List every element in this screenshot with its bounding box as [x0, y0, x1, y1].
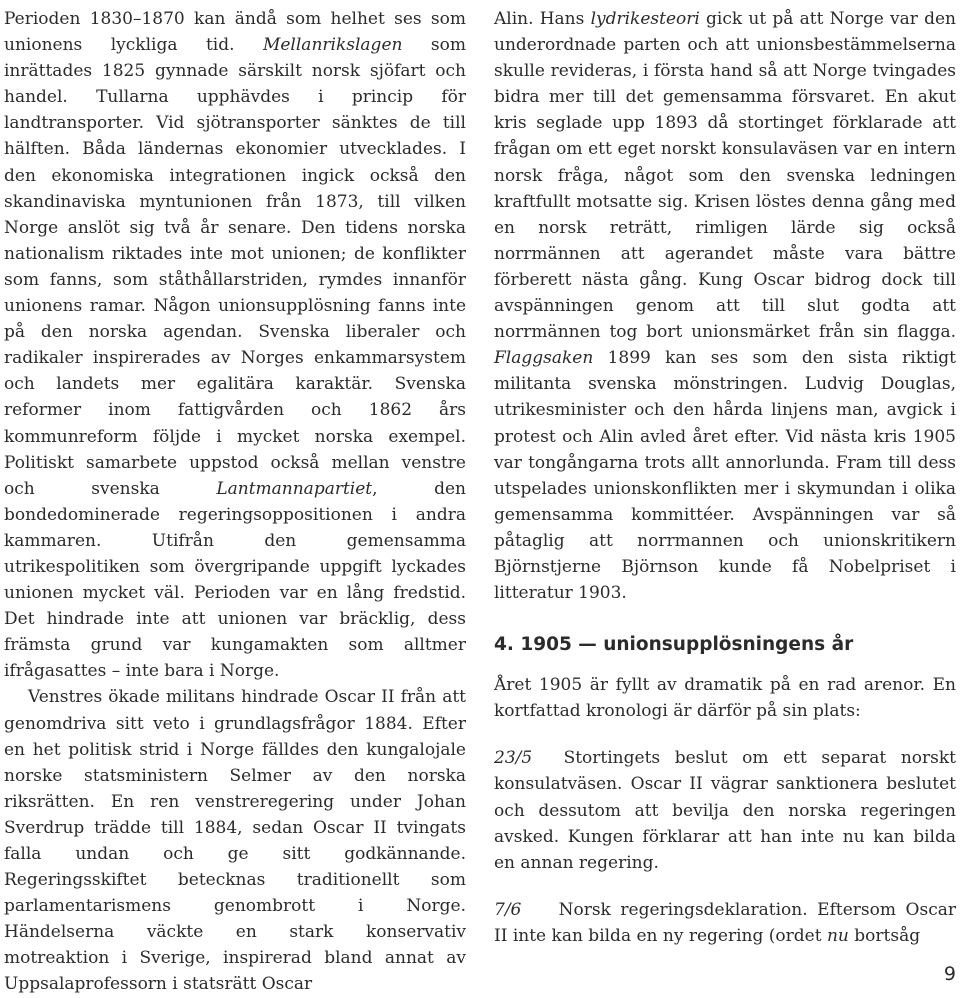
body-paragraph: Venstres ökade militans hindrade Oscar II från att genomdriva sitt veto i grundlagsfrågor 1884. Efter en het politisk strid i Norge fälldes den kungalojale norske statsministern Selmer av den norska riksrätten. En ren venstreregering under Johan Sverdrup trädde till 1884, sedan Oscar II tvingats falla undan och ge sitt godkännande. Regeringsskiftet betecknas traditionellt som parlamentarismens genombrott i Norge. Händelserna väckte en stark konservativ motreaktion i Sverige, inspirerad bland annat av Uppsalaprofessorn i statsrätt Oscar [4, 687, 466, 995]
section-heading: 4. 1905 — unionsupplösningens år [494, 634, 854, 656]
chronology-entry-0 [494, 745, 956, 875]
chronology-text: Norsk regeringsdeklaration. Eftersom Oscar II inte kan bilda en ny regering (ordet nu bortsåg [494, 899, 956, 946]
italic-term: nu [826, 925, 849, 946]
chronology-date: 7/6 [494, 899, 522, 920]
chronology-entry-1 [494, 897, 956, 949]
intro-paragraph: Året 1905 är fyllt av dramatik på en rad arenor. En kortfattad kronologi är därför på sin plats: [494, 675, 956, 722]
right-column [494, 6, 956, 949]
italic-term: Flaggsaken [494, 348, 594, 369]
italic-term: Lantmannapartiet [216, 478, 373, 499]
italic-term: lydrikesteori [590, 9, 700, 29]
body-paragraph: Perioden 1830–1870 kan ändå som helhet ses som unionens lyckliga tid. Mellanrikslagen som inrättades 1825 gynnade särskilt norsk sjöfart och handel. Tullarna upphävdes i princip för landtransporter. Vid sjötransporter sänktes de till hälften. Båda ländernas ekonomier utvecklades. I den ekonomiska integrationen ingick också den skandinaviska myntunionen från 1873, till vilken Norge anslöt sig två år senare. Den tidens norska nationalism riktades inte mot unionen; de konflikter som fanns, som ståthållarstriden, rymdes innanför unionens ramar. Någon unionsupplösning fanns inte på den norska agendan. Svenska liberaler och radikaler inspirerades av Norges enkammarsystem och landets mer egalitära karaktär. Svenska reformer inom fattigvården och 1862 års kommunreform följde i mycket norska exempel. Politiskt samarbete uppstod också mellan venstre och svenska Lantmannapartiet, den bondedominerade regeringsoppositionen i andra kammaren. Utifrån den gemensamma utrikespolitiken som övergripande uppgift lyckades unionen mycket väl. Perioden var en lång fredstid. Det hindrade inte att unionen var bräcklig, dess främsta grund var kungamakten som alltmer ifrågasattes – inte bara i Norge. [4, 9, 466, 682]
left-column [4, 6, 466, 998]
page-number: 9 [943, 963, 956, 985]
chronology-date: 23/5 [494, 748, 533, 769]
body-paragraph: Alin. Hans lydrikesteori gick ut på att Norge var den underordnade parten och att unionsbestämmelserna skulle revideras, i första hand så att Norge tvingades bidra mer till det gemensamma försvaret. En akut kris seglade upp 1893 då stortinget förklarade att frågan om ett eget norskt konsulaväsen var en intern norsk fråga, något som den svenska ledningen kraftfullt motsatte sig. Krisen löstes denna gång med en norsk reträtt, rimligen lärde sig också norrmännen att agerandet måste vara bättre förberett nästa gång. Kung Oscar bidrog dock till avspänningen genom att till slut godta att norrmännen tog bort unionsmärket från sin flagga. Flaggsaken 1899 kan ses som den sista riktigt militanta svenska mönstringen. Ludvig Douglas, utrikesminister och den hårda linjens man, avgick i protest och Alin avled året efter. Vid nästa kris 1905 var tongångarna trots allt annorlunda. Fram till dess utspelades unionskonflikten mer i skymundan i olika gemensamma kommittéer. Avspänningen var så påtaglig att norrmannen och unionskritikern Björnstjerne Björnson kunde få Nobelpriset i litteratur 1903. [494, 9, 956, 604]
italic-term: Mellanrikslagen [262, 35, 403, 56]
chronology-text: Stortingets beslut om ett separat norskt konsulatväsen. Oscar II vägrar sanktionera beslutet och dessutom att bevilja den norska regeringen avsked. Kungen förklarar att han inte nu kan bilda en annan regering. [494, 748, 956, 873]
